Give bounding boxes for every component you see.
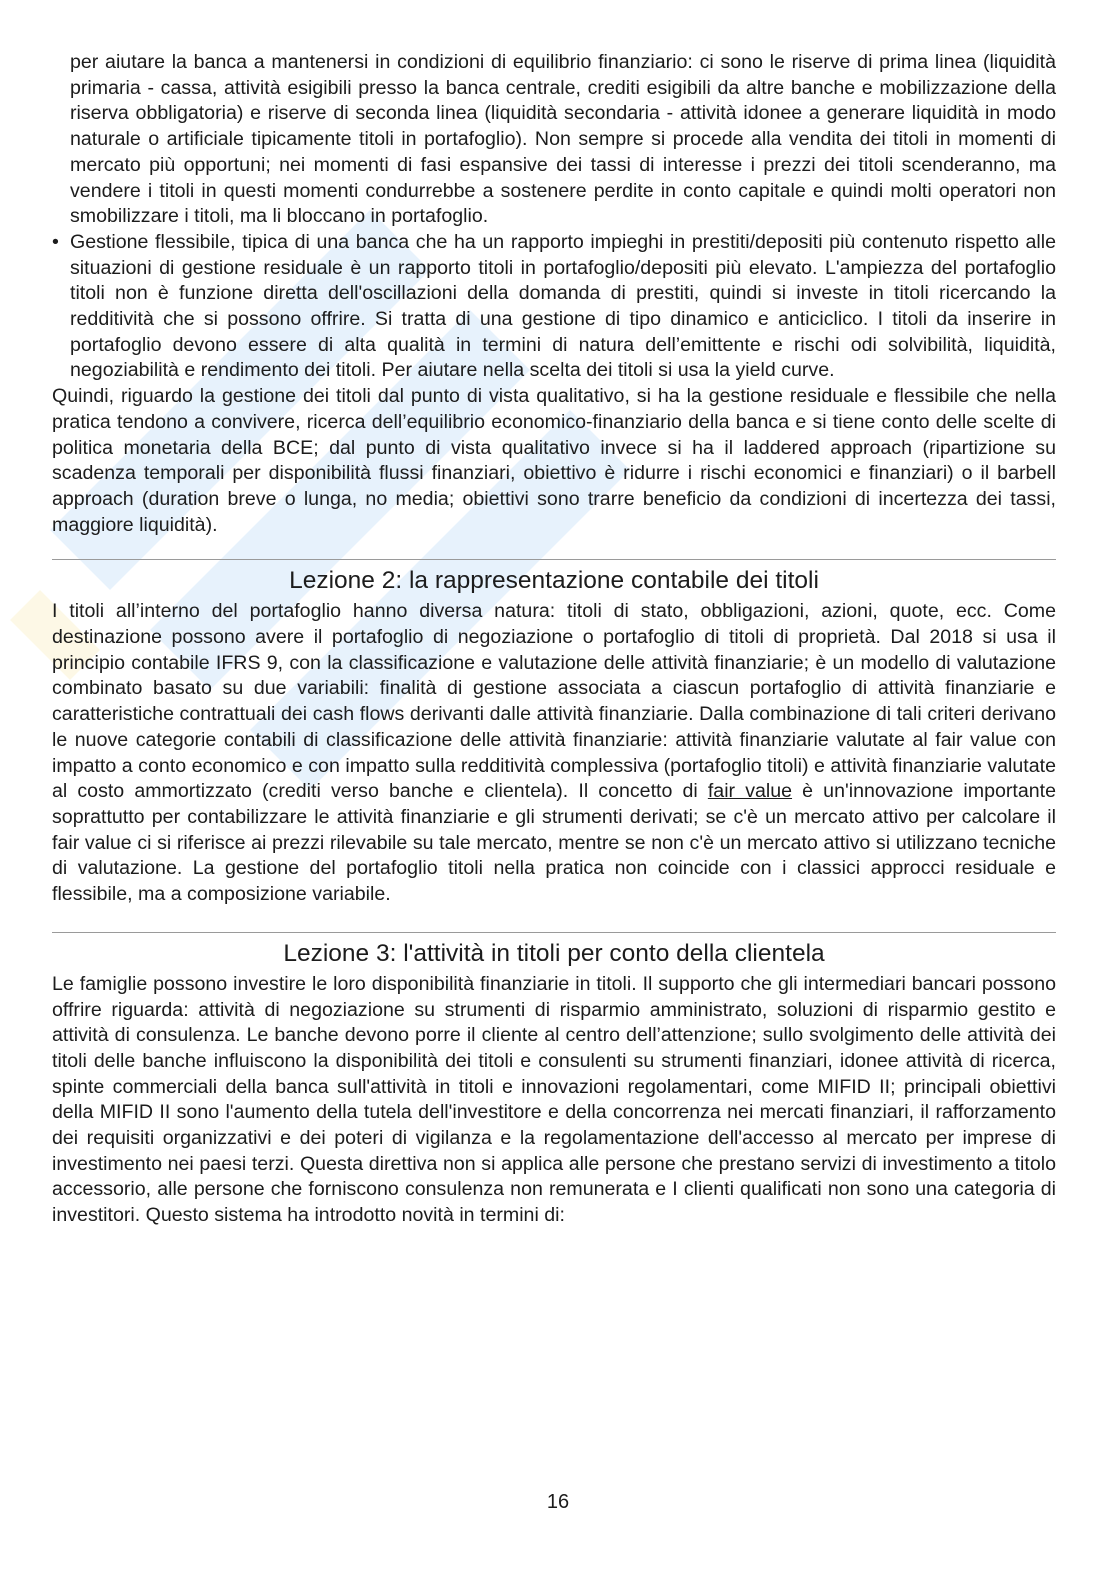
summary-paragraph: Quindi, riguardo la gestione dei titoli dal punto di vista qualitativo, si ha la gestione residuale e flessibile che nella pratica tendono a convivere, ricerca dell’equilibrio economico-finanziario della banca e si tiene conto delle scelte di politica monetaria della BCE; dal punto di vista qualitativo invece si ha il laddered approach (ripartizione su scadenza temporali per disponibilità flussi finanziari, obiettivo è ridurre i rischi economici e finanziari) o il barbell approach (duration breve o lunga, no media; obiettivi sono trarre beneficio da condizioni di incertezza dei tassi, maggiore liquidità).: [52, 385, 1056, 536]
fair-value-term: fair value: [707, 780, 793, 803]
bullet-dot-icon: •: [52, 230, 59, 253]
lesson-2-paragraph: [52, 599, 1056, 907]
lesson-3-paragraph: Le famiglie possono investire le loro disponibilità finanziarie in titoli. Il supporto che gli intermediari bancari possono offrire riguarda: attività di negoziazione su strumenti di risparmio amministrato, soluzioni di risparmio gestito e attività di consulenza. Le banche devono porre il cliente al centro dell’attenzione; sullo svolgimento delle attività dei titoli delle banche influiscono la disponibilità dei titoli e consulenti su strumenti finanziari, idonee attività di ricerca, spinte commerciali della banca sull'attività in titoli e innovazioni regolamentari, come MIFID II; principali obiettivi della MIFID II sono l'aumento della tutela dell'investitore e della concorrenza nei mercati finanziari, il rafforzamento dei requisiti organizzativi e dei poteri di vigilanza e la regolamentazione dell'accesso al mercato per imprese di investimento nei paesi terzi. Questa direttiva non si applica alle persone che prestano servizi di investimento a titolo accessorio, alle persone che forniscono consulenza non remunerata e I clienti qualificati non sono una categoria di investitori. Questo sistema ha introdotto novità in termini di:: [52, 972, 1056, 1227]
bullet-text: Gestione flessibile, tipica di una banca che ha un rapporto impieghi in prestiti/depositi più contenuto rispetto alle situazioni di gestione residuale è un rapporto titoli in portafoglio/depositi più elevato. L'ampiezza del portafoglio titoli non è funzione diretta dell'oscillazioni della domanda di prestiti, quindi si investe in titoli ricercando la redditività che si possono offrire. Si tratta di una gestione di tipo dinamico e anticiclico. I titoli da inserire in portafoglio devono essere di alta qualità in termini di natura dell’emittente e rischi odi solvibilità, liquidità, negoziabilità e rendimento dei titoli. Per aiutare nella scelta dei titoli si usa la yield curve.: [70, 230, 1056, 382]
lesson-3-title: Lezione 3: l'attività in titoli per conto della clientela: [283, 939, 825, 967]
page-content: [52, 50, 1056, 1229]
continued-paragraph: per aiutare la banca a mantenersi in condizioni di equilibrio finanziario: ci sono le riserve di prima linea (liquidità primaria - cassa, attività esigibili presso la banca centrale, crediti esigibili da altre banche e mobilizzazione della riserva obbligatoria) e riserve di seconda linea (liquidità secondaria - attività idonee a generare liquidità in modo naturale o artificiale tipicamente titoli in portafoglio). Non sempre si procede alla vendita dei titoli in momenti di mercato più opportuni; nei momenti di fasi espansive dei tassi di interesse i prezzi dei titoli scenderanno, ma vendere i titoli in questi momenti condurrebbe a sostenere perdite in conto capitale e quindi molti operatori non smobilizzare i titoli, ma li bloccano in portafoglio.: [70, 51, 1056, 228]
lesson-2-text-part2: è un'innovazione importante soprattutto per contabilizzare le attività finanziarie e gli strumenti derivati; se c'è un mercato attivo per calcolare il fair value ci si riferisce ai prezzi rilevabile su tale mercato, mentre se non c'è un mercato attivo si utilizzano tecniche di valutazione. La gestione del portafoglio titoli nella pratica non coincide con i classici approcci residuale e flessibile, ma a composizione variabile.: [52, 780, 1056, 906]
page-number: 16: [546, 1491, 570, 1513]
lesson-2-title: Lezione 2: la rappresentazione contabile dei titoli: [289, 567, 819, 595]
bullet-item-flexible-management: [52, 230, 1056, 384]
lesson-2-text-part1: I titoli all’interno del portafoglio hanno diversa natura: titoli di stato, obbligazioni, azioni, quote, ecc. Come destinazione possono avere il portafoglio di negoziazione o portafoglio di titoli di proprietà. Dal 2018 si usa il principio contabile IFRS 9, con la classificazione e valutazione delle attività finanziarie; è un modello di valutazione combinato basato su due variabili: finalità di gestione associata a ciascun portafoglio di attività finanziarie e caratteristiche contrattuali dei cash flows derivanti dalle attività finanziarie. Dalla combinazione di tali criteri derivano le nuove categorie contabili di classificazione delle attività finanziarie: attività finanziarie valutate al fair value con impatto a conto economico e con impatto sulla redditività complessiva (portafoglio titoli) e attività finanziarie valutate al costo ammortizzato (crediti verso banche e clientela). Il concetto di: [52, 600, 1056, 803]
